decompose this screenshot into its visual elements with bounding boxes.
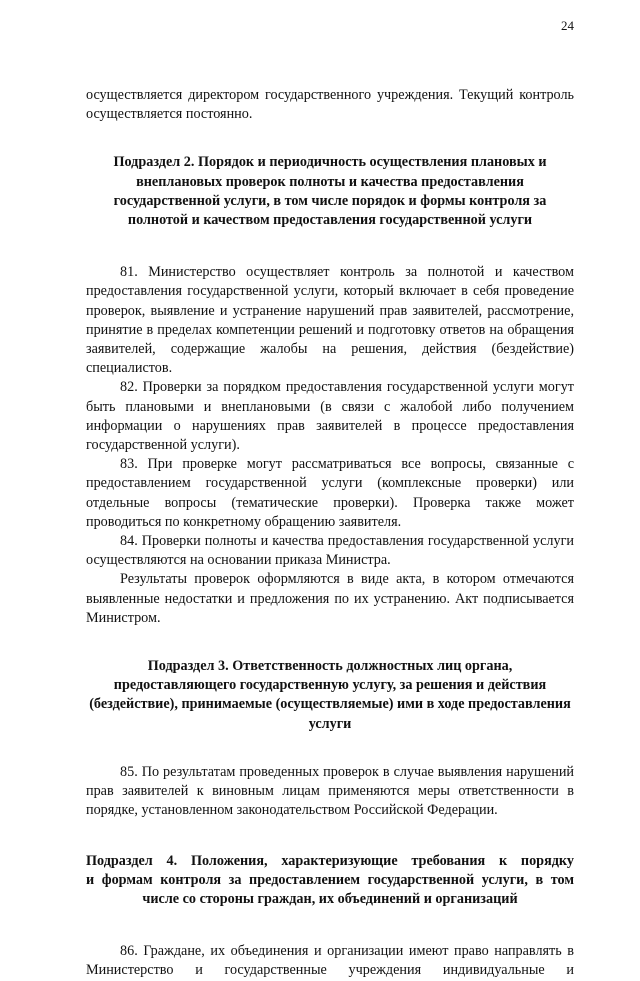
subsection-4-heading-line-1: Подраздел 4. Положения, характеризующие требования к порядку (86, 852, 574, 869)
paragraph-84: 84. Проверки полноты и качества предоставления государственной услуги осуществляются на основании приказа Министра. (86, 533, 574, 569)
paragraph-81: 81. Министерство осуществляет контроль за полнотой и качеством предоставления государственной услуги, который включает в себя проведение проверок, выявление и устранение нарушений прав заявителей, рассмотрение, принятие в пределах компетенции решений и подготовку ответов на обращения заявителей, содержащие жалобы на решения, действия (бездействие) специалистов. (86, 264, 574, 377)
intro-paragraph: осуществляется директором государственного учреждения. Текущий контроль осуществляется постоянно. (86, 87, 574, 123)
paragraph-82: 82. Проверки за порядком предоставления государственной услуги могут быть плановыми и внеплановыми (в связи с жалобой либо получением информации о нарушениях прав заявителей в процессе предоставления государственной услуги). (86, 379, 574, 454)
subsection-4-heading-line-2: и формам контроля за предоставлением государственной услуги, в том (86, 871, 574, 888)
subsection-2-heading: Подраздел 2. Порядок и периодичность осуществления плановых и внеплановых проверок полноты и качества предоставления государственной услуги, в том числе порядок и формы контроля за полнотой и качеством предоставления государственной услуги (113, 154, 547, 229)
paragraph-85: 85. По результатам проведенных проверок в случае выявления нарушений прав заявителей к виновным лицам применяются меры ответственности в порядке, установленном законодательством Российской Федерации. (86, 763, 574, 819)
page-number: 24 (561, 18, 574, 33)
subsection-3-heading: Подраздел 3. Ответственность должностных лиц органа, предоставляющего государственную услугу, за решения и действия (бездействие), принимаемые (осуществляемые) ими в ходе предоставления услуги (89, 658, 571, 732)
paragraph-86: 86. Граждане, их объединения и организации имеют право направлять в Министерство и государственные учреждения индивидуальные и (86, 943, 574, 979)
subsection-4-heading-line-3: числе со стороны граждан, их объединений и организаций (142, 890, 518, 907)
subsection-4-heading (86, 852, 574, 910)
paragraph-83: 83. При проверке могут рассматриваться все вопросы, связанные с предоставлением государственной услуги (комплексные проверки) или отдельные вопросы (тематические проверки). Проверка также может проводиться по конкретному обращению заявителя. (86, 456, 574, 530)
paragraph-results: Результаты проверок оформляются в виде акта, в котором отмечаются выявленные недостатки и предложения по их устранению. Акт подписывается Министром. (86, 571, 574, 626)
document-body (86, 86, 574, 981)
